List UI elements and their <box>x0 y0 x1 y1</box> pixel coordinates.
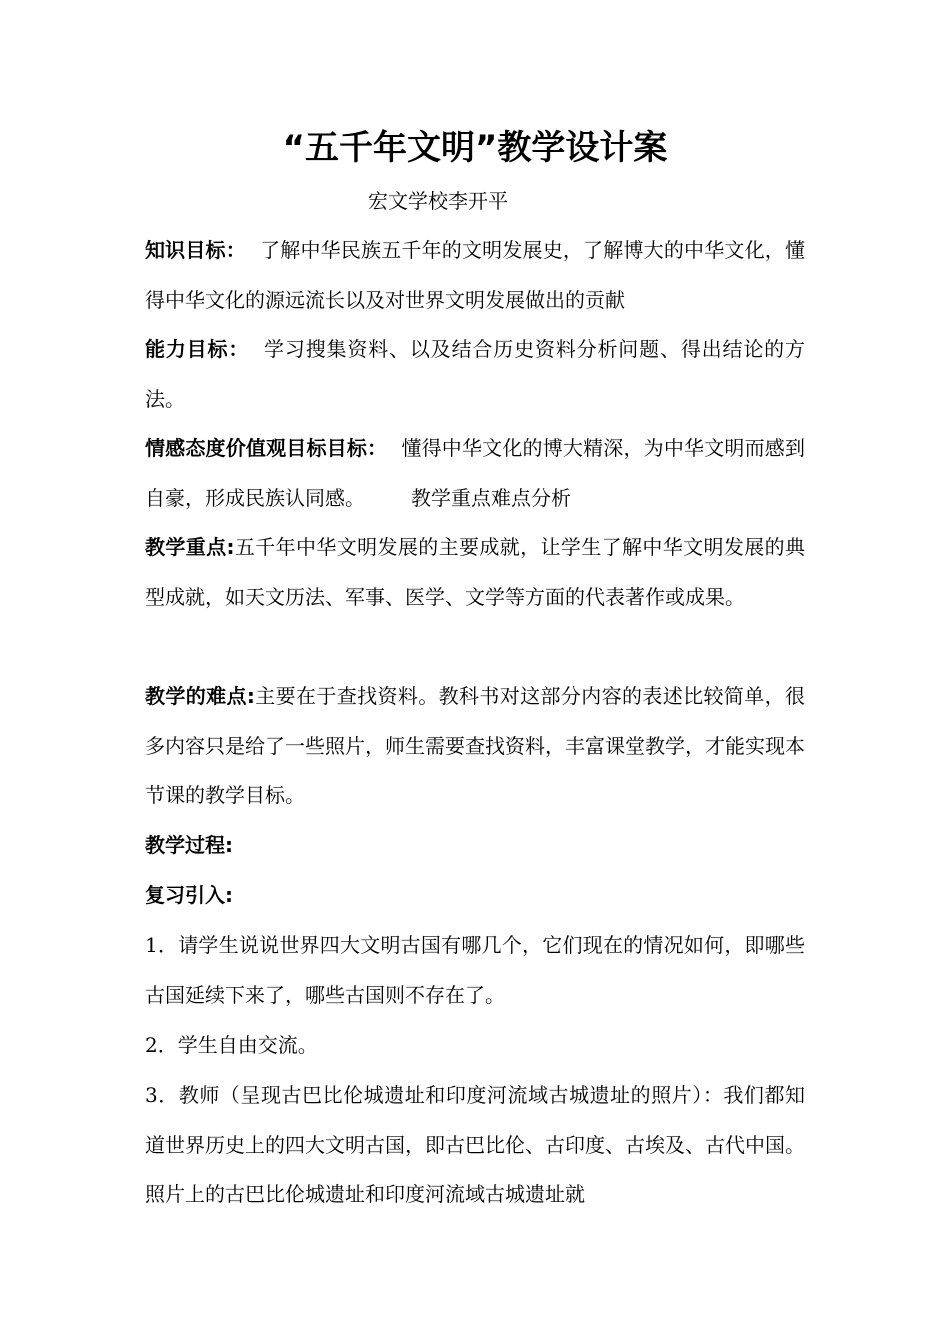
step-1 <box>145 921 805 1020</box>
document-title: “五千年文明”教学设计案 <box>282 128 668 168</box>
ability-goal-label: 能力目标： <box>145 337 250 361</box>
emotion-goal-text: 懂得中华文化的博大精深，为中华文明而感到自豪，形成民族认同感。 <box>145 436 805 510</box>
analysis-section-heading: 教学重点难点分析 <box>411 485 571 510</box>
step-text: 请学生说说世界四大文明古国有哪几个，它们现在的情况如何，即哪些古国延续下来了，哪些古国则不存在了。 <box>145 933 805 1007</box>
review-heading: 复习引入: <box>145 883 233 907</box>
emotion-goal-label: 情感态度价值观目标目标： <box>145 436 388 460</box>
step-number: 2． <box>145 1033 178 1057</box>
difficulty-text: 主要在于查找资料。教科书对这部分内容的表述比较简单，很多内容只是给了一些照片，师生需要查找资料，丰富课堂教学，才能实现本节课的教学目标。 <box>145 684 805 807</box>
step-number: 3． <box>145 1083 179 1107</box>
author-line: 宏文学校李开平 <box>368 189 508 213</box>
difficulty-paragraph <box>145 672 805 821</box>
step-2 <box>145 1021 805 1071</box>
ability-goal-paragraph <box>145 325 805 424</box>
emotion-goal-paragraph <box>145 424 805 523</box>
difficulty-label: 教学的难点: <box>145 684 255 708</box>
step-text: 教师（呈现古巴比伦城遗址和印度河流域古城遗址的照片）：我们都知道世界历史上的四大文明古国，即古巴比伦、古印度、古埃及、古代中国。照片上的古巴比伦城遗址和印度河流域古城遗址就 <box>145 1083 805 1206</box>
step-3 <box>145 1071 805 1220</box>
key-point-label: 教学重点: <box>145 535 235 559</box>
knowledge-goal-paragraph <box>145 226 805 325</box>
process-heading: 教学过程: <box>145 833 233 857</box>
knowledge-goal-text: 了解中华民族五千年的文明发展史，了解博大的中华文化，懂得中华文化的源远流长以及对世界文明发展做出的贡献 <box>145 238 805 312</box>
step-number: 1． <box>145 933 179 957</box>
key-point-paragraph <box>145 523 805 622</box>
knowledge-goal-label: 知识目标： <box>145 238 246 262</box>
ability-goal-text: 学习搜集资料、以及结合历史资料分析问题、得出结论的方法。 <box>145 337 806 411</box>
key-point-text: 五千年中华文明发展的主要成就，让学生了解中华文明发展的典型成就，如天文历法、军事、医学、文学等方面的代表著作或成果。 <box>145 535 805 609</box>
step-text: 学生自由交流。 <box>177 1033 318 1057</box>
